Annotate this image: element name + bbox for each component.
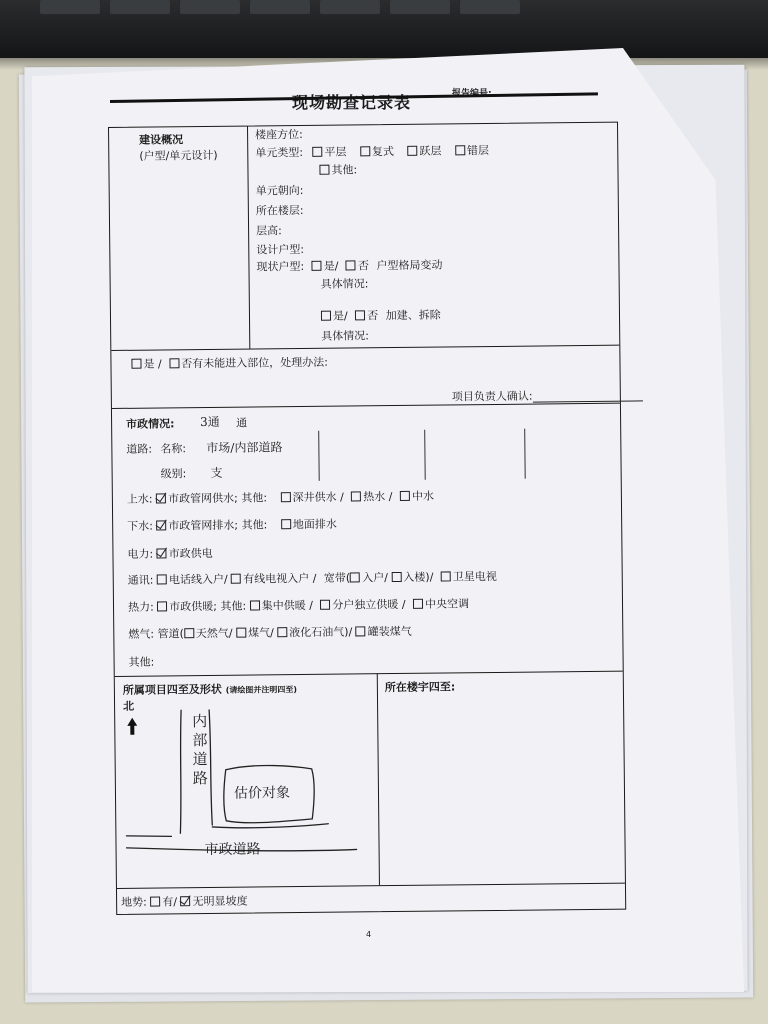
current-type-label: 现状户型: — [256, 259, 305, 274]
checkbox[interactable] — [231, 574, 241, 584]
other-label: 其他: — [241, 518, 268, 532]
access-no-label: 否有未能进入部位，处理办法: — [181, 355, 328, 371]
survey-table — [108, 122, 626, 915]
checkbox[interactable] — [400, 491, 410, 501]
details-label: 具体情况: — [320, 277, 369, 291]
road-name-label: 名称: — [160, 442, 187, 456]
power-label: 电力: — [127, 547, 154, 561]
checkbox[interactable] — [312, 261, 322, 271]
details-label: 具体情况: — [321, 329, 369, 343]
row-divider — [111, 345, 619, 351]
project-lead-confirm — [452, 388, 643, 403]
option-label: 卫星电视 — [452, 569, 497, 584]
unit-type-option: 复式 — [371, 145, 395, 159]
signature-line[interactable] — [533, 390, 643, 402]
checkbox[interactable] — [441, 571, 451, 581]
option-label: 无明显坡度 — [192, 894, 248, 909]
checkbox[interactable] — [184, 628, 194, 638]
yes-option: 是/ — [332, 309, 348, 323]
option-label: 液化石油气)/ — [289, 625, 353, 640]
option-label: 热水 / — [363, 490, 393, 504]
checkbox[interactable] — [157, 601, 167, 611]
power-row — [127, 547, 212, 561]
yes-option: 是/ — [323, 259, 339, 273]
checkbox-checked[interactable] — [156, 520, 166, 530]
drainage-row — [127, 518, 337, 533]
checkbox[interactable] — [350, 572, 360, 582]
unit-type-option: 平层 — [324, 145, 347, 159]
checkbox-checked[interactable] — [157, 548, 167, 558]
broadband-label: 宽带( — [323, 571, 351, 585]
option-label: 有线电视入户 / — [243, 571, 317, 586]
addition-label: 加建、拆除 — [385, 308, 441, 323]
option-label: 电话线入户/ — [168, 572, 228, 587]
row-divider — [112, 403, 620, 409]
sketch-internal-road-label: 内部道路 — [190, 712, 209, 790]
design-type-label: 设计户型: — [256, 242, 305, 257]
sketch-municipal-road-label: 市政道路 — [204, 841, 261, 859]
page-number: 4 — [366, 930, 372, 939]
road-level-label: 级别: — [160, 467, 187, 481]
current-type-row — [256, 259, 442, 274]
road-column-divider — [424, 430, 426, 480]
municipal-label: 市政情况: — [126, 417, 175, 431]
keyboard — [0, 0, 768, 58]
option-label: 煤气/ — [247, 626, 274, 640]
checkbox[interactable] — [355, 310, 365, 320]
access-yes-label: 是 / — [143, 357, 162, 371]
sketch-road-stub — [126, 835, 171, 836]
telecom-label: 通讯: — [127, 573, 154, 587]
option-label: 有/ — [162, 895, 178, 909]
floor-height-label: 层高: — [256, 224, 282, 238]
telecom-row — [128, 570, 497, 587]
checkbox[interactable] — [351, 491, 361, 501]
checkbox[interactable] — [346, 260, 356, 270]
option-label: 市政管网供水; — [168, 491, 238, 506]
checkbox-checked[interactable] — [156, 493, 166, 503]
option-label: 市政供暖; — [169, 599, 218, 614]
checkbox[interactable] — [360, 146, 370, 156]
unit-type-label: 单元类型: — [255, 145, 304, 160]
option-label: 分户独立供暖 / — [332, 597, 406, 612]
no-option: 否 — [357, 259, 369, 273]
unit-type-option: 跃层 — [419, 144, 442, 158]
handwritten-road-level: 支 — [210, 465, 223, 480]
option-label: 市政管网排水; — [168, 518, 239, 533]
option-label: 地面排水 — [292, 517, 337, 532]
addition-row — [321, 309, 441, 323]
unit-other-label: 其他: — [331, 163, 358, 177]
heating-label: 热力: — [127, 600, 154, 614]
checkbox[interactable] — [281, 519, 291, 529]
option-label: 集中供暖 / — [261, 598, 313, 613]
unit-type-option: 错层 — [466, 144, 490, 158]
drainage-label: 下水: — [127, 519, 153, 533]
orientation-label: 楼座方位: — [255, 127, 303, 142]
water-supply-label: 上水: — [126, 492, 153, 506]
municipal-other-label: 其他: — [128, 655, 155, 669]
checkbox[interactable] — [236, 628, 246, 638]
checkbox[interactable] — [319, 165, 329, 175]
checkbox[interactable] — [150, 896, 160, 906]
checkbox[interactable] — [391, 572, 401, 582]
column-divider — [247, 127, 250, 349]
option-label: 罐装煤气 — [367, 624, 412, 639]
option-label: 入楼)/ — [403, 570, 434, 584]
report-number-label: 报告编号: — [452, 89, 492, 99]
sketch-road-top-edge — [212, 824, 328, 828]
checkbox[interactable] — [320, 600, 330, 610]
sketch-road-edge-left — [179, 710, 182, 833]
building-overview-label: 建设概况 — [139, 133, 184, 147]
sketch-target-label: 估价对象 — [233, 785, 291, 802]
access-row — [131, 356, 328, 371]
gas-label: 燃气: — [128, 627, 155, 641]
checkbox[interactable] — [169, 358, 179, 368]
checkbox[interactable] — [413, 599, 423, 609]
handwritten-road-name: 市场/内部道路 — [206, 440, 283, 455]
checkbox[interactable] — [356, 626, 366, 636]
unit-other-row — [319, 163, 357, 176]
north-label: 北 — [122, 699, 135, 713]
gas-row — [128, 625, 412, 641]
option-label: 深井供水 / — [292, 490, 344, 505]
unit-type-row — [255, 144, 489, 159]
checkbox[interactable] — [321, 311, 331, 321]
water-supply-row — [127, 490, 434, 506]
confirm-label: 项目负责人确认: — [451, 389, 533, 404]
checkbox[interactable] — [455, 145, 465, 155]
terrain-row — [121, 895, 248, 909]
checkbox[interactable] — [277, 627, 287, 637]
checkbox[interactable] — [407, 146, 417, 156]
floor-located-label: 所在楼层: — [255, 203, 304, 218]
road-label: 道路: — [126, 442, 153, 456]
unit-design-label: (户型/单元设计) — [139, 148, 218, 163]
project-boundaries-note: (请绘图并注明四至) — [225, 685, 298, 695]
road-column-divider — [524, 429, 526, 479]
checkbox[interactable] — [157, 574, 167, 584]
checkbox[interactable] — [280, 492, 290, 502]
checkbox[interactable] — [250, 600, 260, 610]
pipe-label: 管道( — [157, 627, 184, 641]
checkbox[interactable] — [312, 147, 322, 157]
handwritten-count: 3通 — [200, 414, 220, 430]
building-boundaries-label: 所在楼宇四至: — [384, 680, 456, 695]
option-label: 天然气/ — [195, 626, 233, 641]
heating-row — [128, 597, 469, 614]
road-column-divider — [318, 431, 320, 481]
option-label: 市政供电 — [168, 546, 213, 561]
project-boundaries-title: 所属项目四至及形状 — [122, 682, 222, 697]
other-label: 其他: — [241, 491, 268, 505]
layout-change-label: 户型格局变动 — [376, 258, 443, 273]
unit-facing-label: 单元朝向: — [255, 183, 304, 198]
form-title: 现场勘查记录表 — [292, 93, 412, 112]
option-label: 中央空调 — [425, 597, 470, 611]
option-label: 入户/ — [362, 571, 388, 585]
no-option: 否 — [367, 309, 379, 323]
checkbox-checked[interactable] — [180, 896, 190, 906]
checkbox[interactable] — [131, 359, 141, 369]
tong-label: 通 — [236, 416, 248, 430]
terrain-label: 地势: — [121, 895, 147, 909]
other-label: 其他: — [220, 599, 247, 613]
option-label: 中水 — [411, 489, 435, 503]
